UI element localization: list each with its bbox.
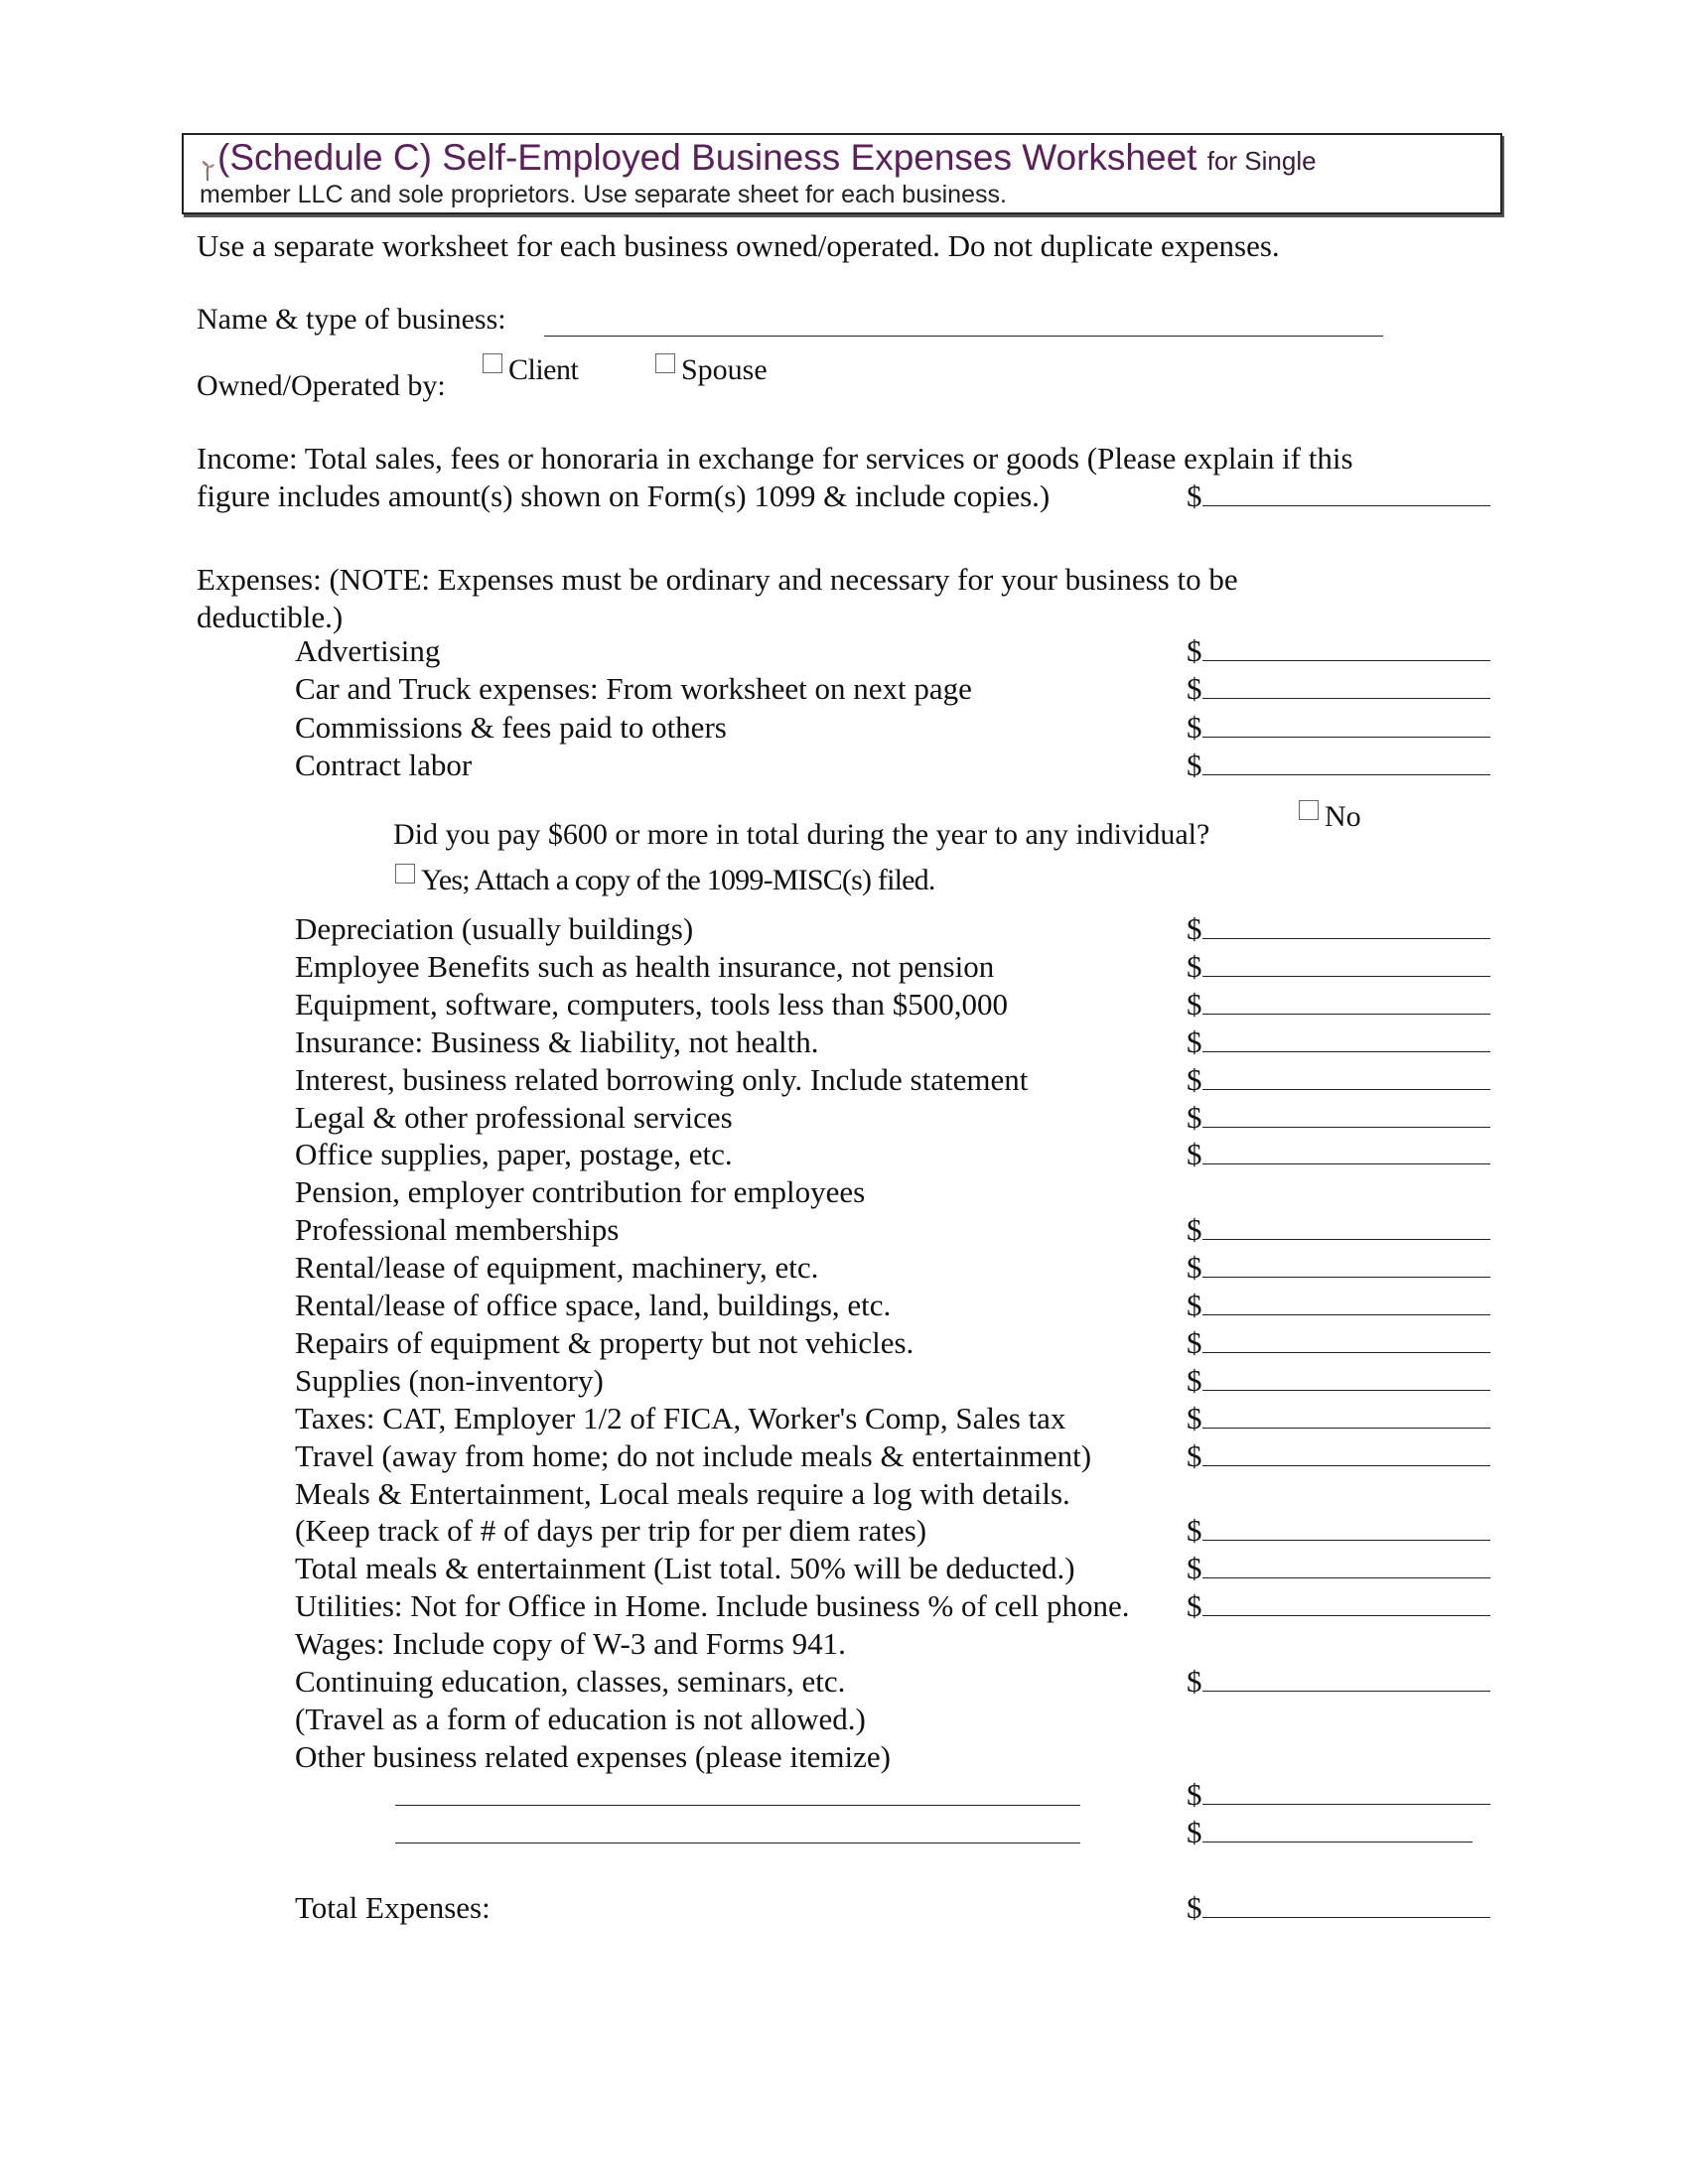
spouse-checkbox[interactable] bbox=[655, 353, 675, 373]
no-checkbox[interactable] bbox=[1299, 800, 1319, 820]
contract-labor-question: Did you pay $600 or more in total during the year to any individual? bbox=[393, 818, 1210, 851]
total-expenses-field[interactable] bbox=[1187, 1890, 1490, 1926]
no-label: No bbox=[1325, 800, 1361, 833]
expense-label: Repairs of equipment & property but not vehicles. bbox=[295, 1324, 914, 1360]
dollar-sign: $ bbox=[1187, 709, 1202, 745]
dollar-sign: $ bbox=[1187, 1024, 1202, 1059]
worksheet-header bbox=[182, 133, 1502, 214]
dollar-sign: $ bbox=[1187, 1324, 1202, 1360]
expense-amount-field[interactable] bbox=[1187, 1062, 1490, 1098]
total-expenses-label: Total Expenses: bbox=[295, 1890, 491, 1925]
dollar-sign: $ bbox=[1187, 1815, 1202, 1849]
expenses-note-line1: Expenses: (NOTE: Expenses must be ordinary and necessary for your business to be bbox=[197, 562, 1238, 597]
business-name-field[interactable] bbox=[544, 336, 1383, 337]
dollar-sign: $ bbox=[1187, 1288, 1202, 1322]
expense-label: Car and Truck expenses: From worksheet on next page bbox=[295, 671, 972, 707]
expense-amount-field[interactable] bbox=[1187, 1438, 1490, 1474]
dollar-sign: $ bbox=[1187, 1212, 1202, 1248]
expense-amount-field[interactable] bbox=[1187, 987, 1490, 1023]
dollar-sign: $ bbox=[1187, 1099, 1202, 1135]
client-checkbox[interactable] bbox=[483, 353, 502, 373]
expense-label: Wages: Include copy of W-3 and Forms 941. bbox=[295, 1626, 846, 1662]
expense-label: Travel (away from home; do not include meals & entertainment) bbox=[295, 1437, 1092, 1473]
expense-amount-field[interactable] bbox=[1187, 1325, 1490, 1361]
expense-label: Rental/lease of office space, land, buildings, etc. bbox=[295, 1288, 892, 1322]
no-option[interactable] bbox=[1299, 800, 1361, 834]
expense-amount-field[interactable] bbox=[1187, 1288, 1490, 1323]
other-item-field-1[interactable] bbox=[395, 1805, 1080, 1806]
header-title-text: (Schedule C) Self-Employed Business Expenses Worksheet bbox=[217, 137, 1197, 178]
dollar-sign: $ bbox=[1187, 1777, 1202, 1812]
expense-label: Employee Benefits such as health insurance, not pension bbox=[295, 948, 995, 984]
yes-option[interactable] bbox=[395, 864, 935, 897]
dollar-sign: $ bbox=[1187, 1890, 1202, 1925]
expense-label: Professional memberships bbox=[295, 1212, 620, 1248]
expense-label: Legal & other professional services bbox=[295, 1099, 733, 1135]
expense-label: Depreciation (usually buildings) bbox=[295, 911, 694, 946]
other-item-amount-1[interactable] bbox=[1187, 1777, 1490, 1813]
owner-spouse-option[interactable] bbox=[655, 353, 768, 387]
business-name-label: Name & type of business: bbox=[197, 303, 506, 336]
expense-label: Utilities: Not for Office in Home. Include business % of cell phone. bbox=[295, 1588, 1130, 1624]
expense-label: Meals & Entertainment, Local meals require a log with details. bbox=[295, 1475, 1070, 1511]
expense-amount-field[interactable] bbox=[1187, 1024, 1490, 1060]
header-title-suffix: for Single bbox=[1206, 146, 1317, 176]
dollar-sign: $ bbox=[1187, 633, 1202, 668]
expense-amount-field[interactable] bbox=[1187, 633, 1490, 669]
expense-amount-field[interactable] bbox=[1187, 1401, 1490, 1436]
expense-label: Commissions & fees paid to others bbox=[295, 709, 727, 745]
expense-amount-field[interactable] bbox=[1187, 1588, 1490, 1624]
dollar-sign: $ bbox=[1187, 1588, 1202, 1624]
expense-amount-field[interactable] bbox=[1187, 1363, 1490, 1399]
expense-amount-field[interactable] bbox=[1187, 911, 1490, 947]
dollar-sign: $ bbox=[1187, 1400, 1202, 1435]
header-title bbox=[200, 137, 1317, 179]
dollar-sign: $ bbox=[1187, 1362, 1202, 1398]
income-amount-field[interactable] bbox=[1187, 478, 1490, 514]
expense-amount-field[interactable] bbox=[1187, 671, 1490, 707]
expense-label: Continuing education, classes, seminars, etc. bbox=[295, 1664, 846, 1699]
expense-label: Taxes: CAT, Employer 1/2 of FICA, Worker's Comp, Sales tax bbox=[295, 1400, 1066, 1435]
dollar-sign: $ bbox=[1187, 671, 1202, 707]
expense-label: Other business related expenses (please itemize) bbox=[295, 1738, 891, 1774]
expense-label: (Travel as a form of education is not allowed.) bbox=[295, 1701, 866, 1736]
income-text-line2: figure includes amount(s) shown on Form(s) 1099 & include copies.) bbox=[197, 478, 1051, 513]
flower-icon bbox=[200, 149, 215, 171]
dollar-sign: $ bbox=[1187, 1664, 1202, 1699]
dollar-sign: $ bbox=[1187, 478, 1202, 513]
expense-amount-field[interactable] bbox=[1187, 1513, 1490, 1549]
expense-label: Pension, employer contribution for employees bbox=[295, 1174, 866, 1210]
yes-checkbox[interactable] bbox=[395, 864, 415, 884]
income-text-line1: Income: Total sales, fees or honoraria in exchange for services or goods (Please explain if this bbox=[197, 441, 1353, 476]
expense-amount-field[interactable] bbox=[1187, 1250, 1490, 1286]
dollar-sign: $ bbox=[1187, 1551, 1202, 1586]
yes-label: Yes; Attach a copy of the 1099-MISC(s) filed. bbox=[421, 864, 935, 896]
expense-amount-field[interactable] bbox=[1187, 748, 1490, 783]
expense-amount-field[interactable] bbox=[1187, 1664, 1490, 1700]
dollar-sign: $ bbox=[1187, 948, 1202, 984]
intro-text: Use a separate worksheet for each business owned/operated. Do not duplicate expenses. bbox=[197, 228, 1280, 263]
dollar-sign: $ bbox=[1187, 911, 1202, 946]
dollar-sign: $ bbox=[1187, 1137, 1202, 1172]
dollar-sign: $ bbox=[1187, 747, 1202, 782]
owned-by-label: Owned/Operated by: bbox=[197, 369, 446, 402]
expense-label: (Keep track of # of days per trip for per diem rates) bbox=[295, 1513, 927, 1549]
dollar-sign: $ bbox=[1187, 1437, 1202, 1473]
expense-amount-field[interactable] bbox=[1187, 710, 1490, 746]
client-label: Client bbox=[508, 353, 579, 386]
expense-label: Total meals & entertainment (List total. 50% will be deducted.) bbox=[295, 1551, 1075, 1586]
expense-amount-field[interactable] bbox=[1187, 1212, 1490, 1248]
other-item-amount-2[interactable] bbox=[1187, 1815, 1473, 1850]
dollar-sign: $ bbox=[1187, 1061, 1202, 1097]
expense-amount-field[interactable] bbox=[1187, 1137, 1490, 1172]
spouse-label: Spouse bbox=[681, 353, 768, 386]
expense-amount-field[interactable] bbox=[1187, 1100, 1490, 1136]
expense-label: Rental/lease of equipment, machinery, etc. bbox=[295, 1250, 819, 1286]
expense-label: Supplies (non-inventory) bbox=[295, 1362, 604, 1398]
dollar-sign: $ bbox=[1187, 1250, 1202, 1286]
dollar-sign: $ bbox=[1187, 1513, 1202, 1549]
expense-label: Interest, business related borrowing only. Include statement bbox=[295, 1061, 1029, 1097]
expense-label: Advertising bbox=[295, 633, 441, 668]
expense-label: Office supplies, paper, postage, etc. bbox=[295, 1137, 733, 1172]
expense-amount-field[interactable] bbox=[1187, 1551, 1490, 1586]
expense-label: Equipment, software, computers, tools less than $500,000 bbox=[295, 986, 1009, 1022]
owner-client-option[interactable] bbox=[483, 353, 578, 387]
expense-amount-field[interactable] bbox=[1187, 949, 1490, 985]
expenses-note-line2: deductible.) bbox=[197, 600, 344, 634]
expense-label: Insurance: Business & liability, not health. bbox=[295, 1024, 819, 1059]
expense-label: Contract labor bbox=[295, 747, 473, 782]
header-subtitle: member LLC and sole proprietors. Use separate sheet for each business. bbox=[200, 181, 1007, 208]
dollar-sign: $ bbox=[1187, 986, 1202, 1022]
